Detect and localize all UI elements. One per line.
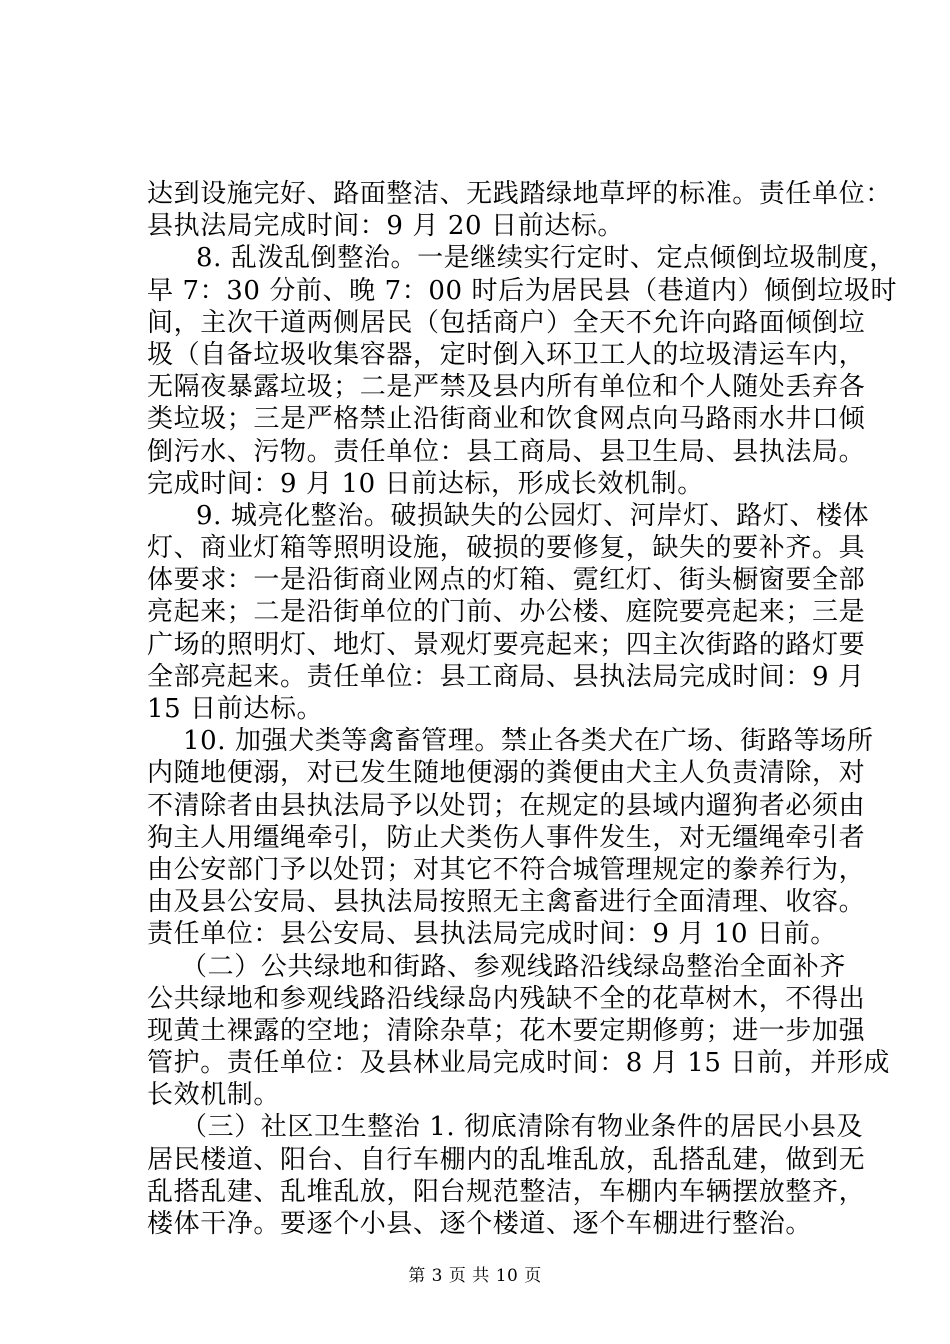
paragraph-start-line: 9. 城亮化整治。破损缺失的公园灯、河岸灯、路灯、楼体 xyxy=(196,500,870,531)
text-line: 类垃圾；三是严格禁止沿街商业和饮食网点向马路雨水井口倾 xyxy=(147,404,866,435)
text-line: 长效机制。 xyxy=(147,1080,281,1111)
text-line: 达到设施完好、路面整洁、无践踏绿地草坪的标准。责任单位： xyxy=(147,179,892,209)
section-heading-line: （二）公共绿地和街路、参观线路沿线绿岛整治全面补齐 xyxy=(181,951,847,982)
text-line: 间，主次干道两侧居民（包括商户）全天不允许向路面倾倒垃 xyxy=(147,307,866,338)
text-line: 管护。责任单位：及县林业局完成时间：8 月 15 日前，并形成 xyxy=(147,1048,891,1079)
text-line: 狗主人用缰绳牵引，防止犬类伤人事件发生，对无缰绳牵引者 xyxy=(147,822,866,853)
text-line: 完成时间：9 月 10 日前达标，形成长效机制。 xyxy=(147,468,704,499)
text-line: 责任单位：县公安局、县执法局完成时间：9 月 10 日前。 xyxy=(147,919,837,950)
text-line: 亮起来；二是沿街单位的门前、办公楼、庭院要亮起来；三是 xyxy=(147,597,866,628)
text-line: 乱搭乱建、乱堆乱放，阳台规范整洁，车棚内车辆摆放整齐， xyxy=(147,1176,866,1207)
text-line: 灯、商业灯箱等照明设施，破损的要修复，缺失的要补齐。具 xyxy=(147,533,866,564)
text-line: 15 日前达标。 xyxy=(147,694,324,724)
text-line: 内随地便溺，对已发生随地便溺的粪便由犬主人负责清除，对 xyxy=(147,758,866,789)
text-line: 楼体干净。要逐个小县、逐个楼道、逐个车棚进行整治。 xyxy=(147,1209,813,1239)
text-line: 早 7：30 分前、晚 7：00 时后为居民县（巷道内）倾倒垃圾时 xyxy=(147,275,898,306)
text-line: 全部亮起来。责任单位：县工商局、县执法局完成时间：9 月 xyxy=(147,661,865,692)
paragraph-start-line: 8. 乱泼乱倒整治。一是继续实行定时、定点倾倒垃圾制度， xyxy=(196,243,896,274)
text-line: 倒污水、污物。责任单位：县工商局、县卫生局、县执法局。 xyxy=(147,436,866,467)
page-number-footer: 第 3 页 共 10 页 xyxy=(408,1266,542,1286)
document-body xyxy=(147,178,898,1240)
text-line: 不清除者由县执法局予以处罚；在规定的县域内遛狗者必须由 xyxy=(147,790,866,821)
text-line: 圾（自备垃圾收集容器，定时倒入环卫工人的垃圾清运车内， xyxy=(147,339,866,370)
text-line: 居民楼道、阳台、自行车棚内的乱堆乱放，乱搭乱建，做到无 xyxy=(147,1144,866,1175)
section-heading-line: （三）社区卫生整治 1. 彻底清除有物业条件的居民小县及 xyxy=(181,1112,864,1143)
text-line: 体要求：一是沿街商业网点的灯箱、霓红灯、街头橱窗要全部 xyxy=(147,565,866,596)
text-line: 公共绿地和参观线路沿线绿岛内残缺不全的花草树木，不得出 xyxy=(147,983,866,1014)
paragraph-start-line: 10. 加强犬类等禽畜管理。禁止各类犬在广场、街路等场所 xyxy=(183,726,874,757)
text-line: 县执法局完成时间：9 月 20 日前达标。 xyxy=(147,211,625,242)
text-line: 由公安部门予以处罚；对其它不符合城管理规定的豢养行为， xyxy=(147,854,866,885)
text-line: 现黄土裸露的空地；清除杂草；花木要定期修剪；进一步加强 xyxy=(147,1015,866,1046)
text-line: 广场的照明灯、地灯、景观灯要亮起来；四主次街路的路灯要 xyxy=(147,629,866,660)
text-line: 由及县公安局、县执法局按照无主禽畜进行全面清理、收容。 xyxy=(147,887,866,918)
text-line: 无隔夜暴露垃圾；二是严禁及县内所有单位和个人随处丢弃各 xyxy=(147,372,866,403)
